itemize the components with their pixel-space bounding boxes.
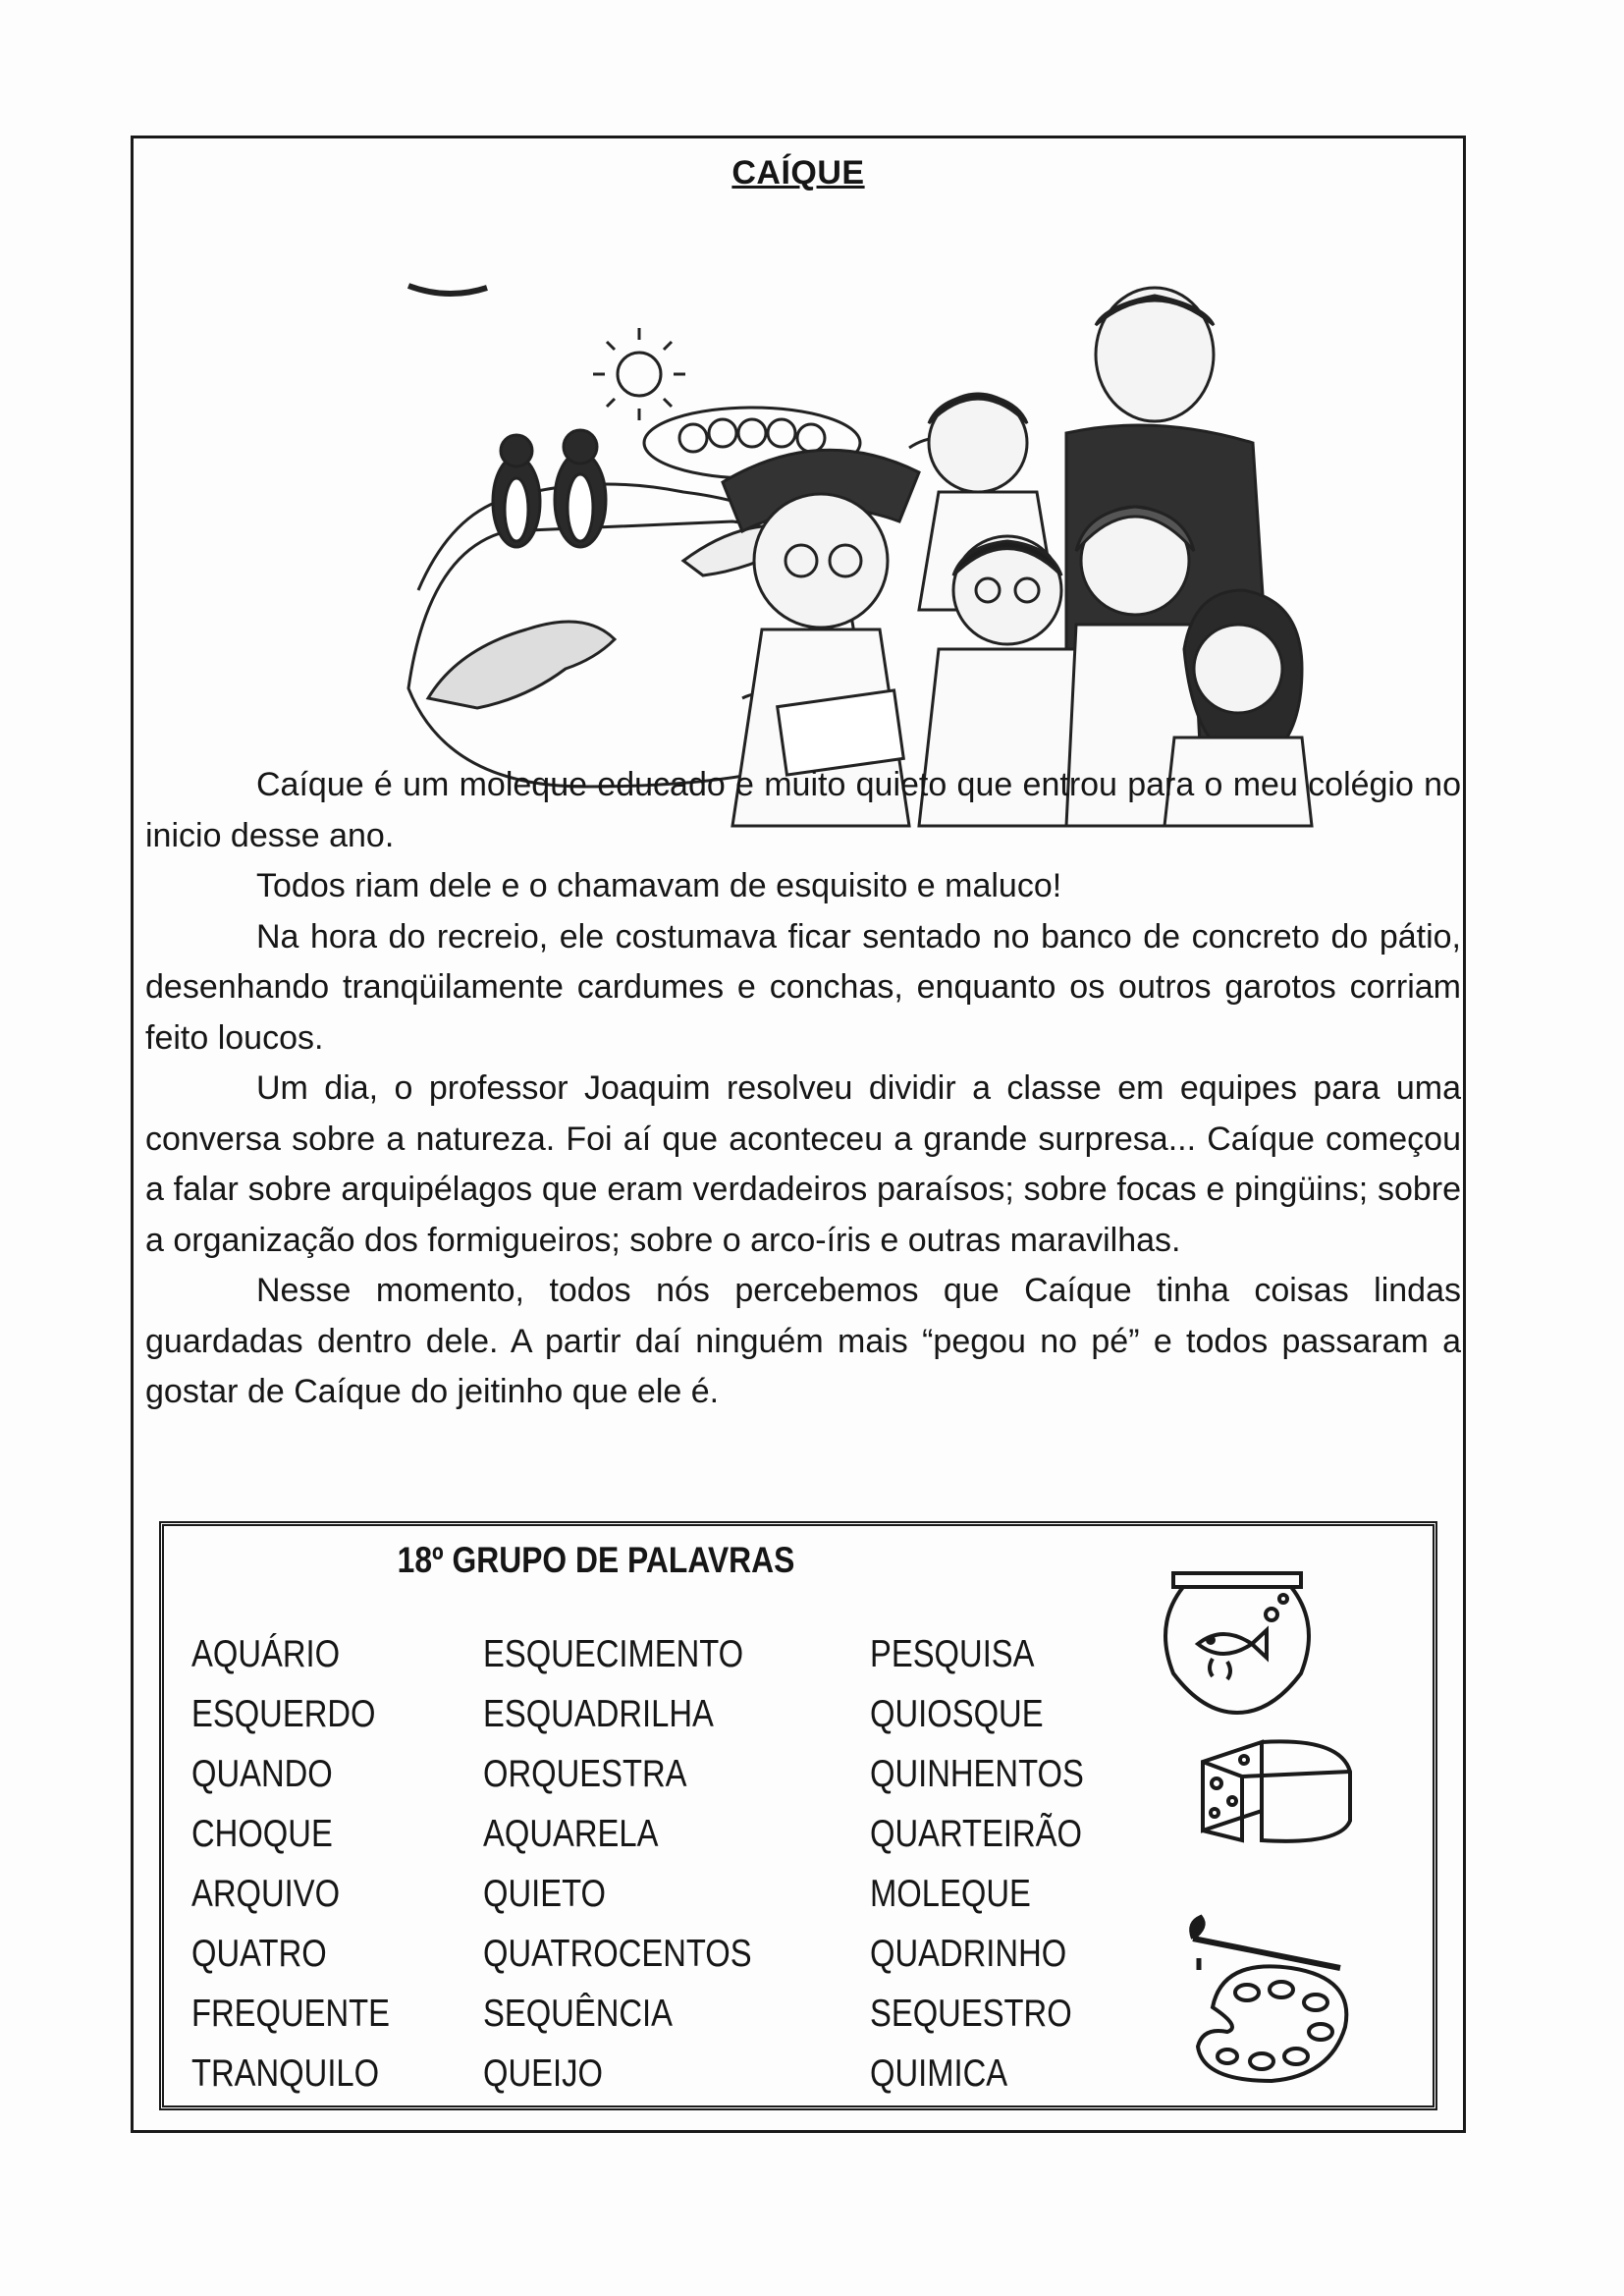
word-item: PESQUISA xyxy=(870,1633,1035,1675)
cheese-wheel-icon xyxy=(1183,1732,1360,1850)
word-item: FREQUENTE xyxy=(191,1993,391,2035)
story-title: CAÍQUE xyxy=(731,154,865,191)
word-item: ESQUADRILHA xyxy=(483,1693,714,1735)
word-item: MOLEQUE xyxy=(870,1873,1031,1915)
penguin-icon xyxy=(493,435,540,547)
story-paragraph: Um dia, o professor Joaquim resolveu dividir a classe em equipes para uma conversa sobre a natureza. Foi aí que aconteceu a grande surpresa... Caíque começou a falar sobre arquipélagos que eram verdadeiros paraísos; sobre focas e pingüins; sobre a organização dos formigueiros; sobre o arco-íris e outras maravilhas. xyxy=(145,1069,1461,1259)
word-item: QUIOSQUE xyxy=(870,1693,1044,1735)
word-item: ORQUESTRA xyxy=(483,1753,687,1795)
paint-palette-icon xyxy=(1183,1899,1360,2096)
seal-icon xyxy=(428,622,615,708)
worksheet-frame xyxy=(131,136,1466,2133)
word-item: QUATROCENTOS xyxy=(483,1933,752,1975)
word-item: SEQUESTRO xyxy=(870,1993,1072,2035)
word-item: TRANQUILO xyxy=(191,2052,380,2095)
word-item: QUANDO xyxy=(191,1753,333,1795)
aquarium-fishbowl-icon xyxy=(1154,1565,1321,1722)
word-item: CHOQUE xyxy=(191,1813,333,1855)
word-item: ARQUIVO xyxy=(191,1873,341,1915)
story-paragraph: Todos riam dele e o chamavam de esquisito e maluco! xyxy=(256,867,1062,904)
word-item: AQUÁRIO xyxy=(191,1633,341,1675)
word-item: QUARTEIRÃO xyxy=(870,1813,1083,1855)
word-item: AQUARELA xyxy=(483,1813,659,1855)
sun-icon xyxy=(593,328,685,420)
word-item: SEQUÊNCIA xyxy=(483,1993,673,2035)
penguin-icon xyxy=(555,430,606,547)
story-text xyxy=(145,760,1461,1418)
word-column xyxy=(483,1624,803,2104)
word-group-box xyxy=(159,1521,1437,2110)
word-item: ESQUECIMENTO xyxy=(483,1633,744,1675)
word-item: QUADRINHO xyxy=(870,1933,1067,1975)
word-item: QUEIJO xyxy=(483,2052,603,2095)
story-paragraph: Na hora do recreio, ele costumava ficar sentado no banco de concreto do pátio, desenhando tranqüilamente cardumes e conchas, enquanto os outros garotos corriam feito loucos. xyxy=(145,917,1461,1057)
word-item: QUATRO xyxy=(191,1933,327,1975)
word-column xyxy=(191,1624,428,2104)
word-column xyxy=(870,1624,1124,2104)
word-item: QUIMICA xyxy=(870,2052,1008,2095)
word-item: QUIETO xyxy=(483,1873,607,1915)
word-item: ESQUERDO xyxy=(191,1693,376,1735)
story-paragraph: Nesse momento, todos nós percebemos que Caíque tinha coisas lindas guardadas dentro dele. A partir daí ninguém mais “pegou no pé” e todos passaram a gostar de Caíque do jeitinho que ele é. xyxy=(145,1272,1461,1410)
word-item: QUINHENTOS xyxy=(870,1753,1084,1795)
story-paragraph: Caíque é um moleque educado e muito quieto que entrou para o meu colégio no inicio desse ano. xyxy=(145,766,1461,854)
word-group-title: 18º GRUPO DE PALAVRAS xyxy=(397,1540,795,1580)
